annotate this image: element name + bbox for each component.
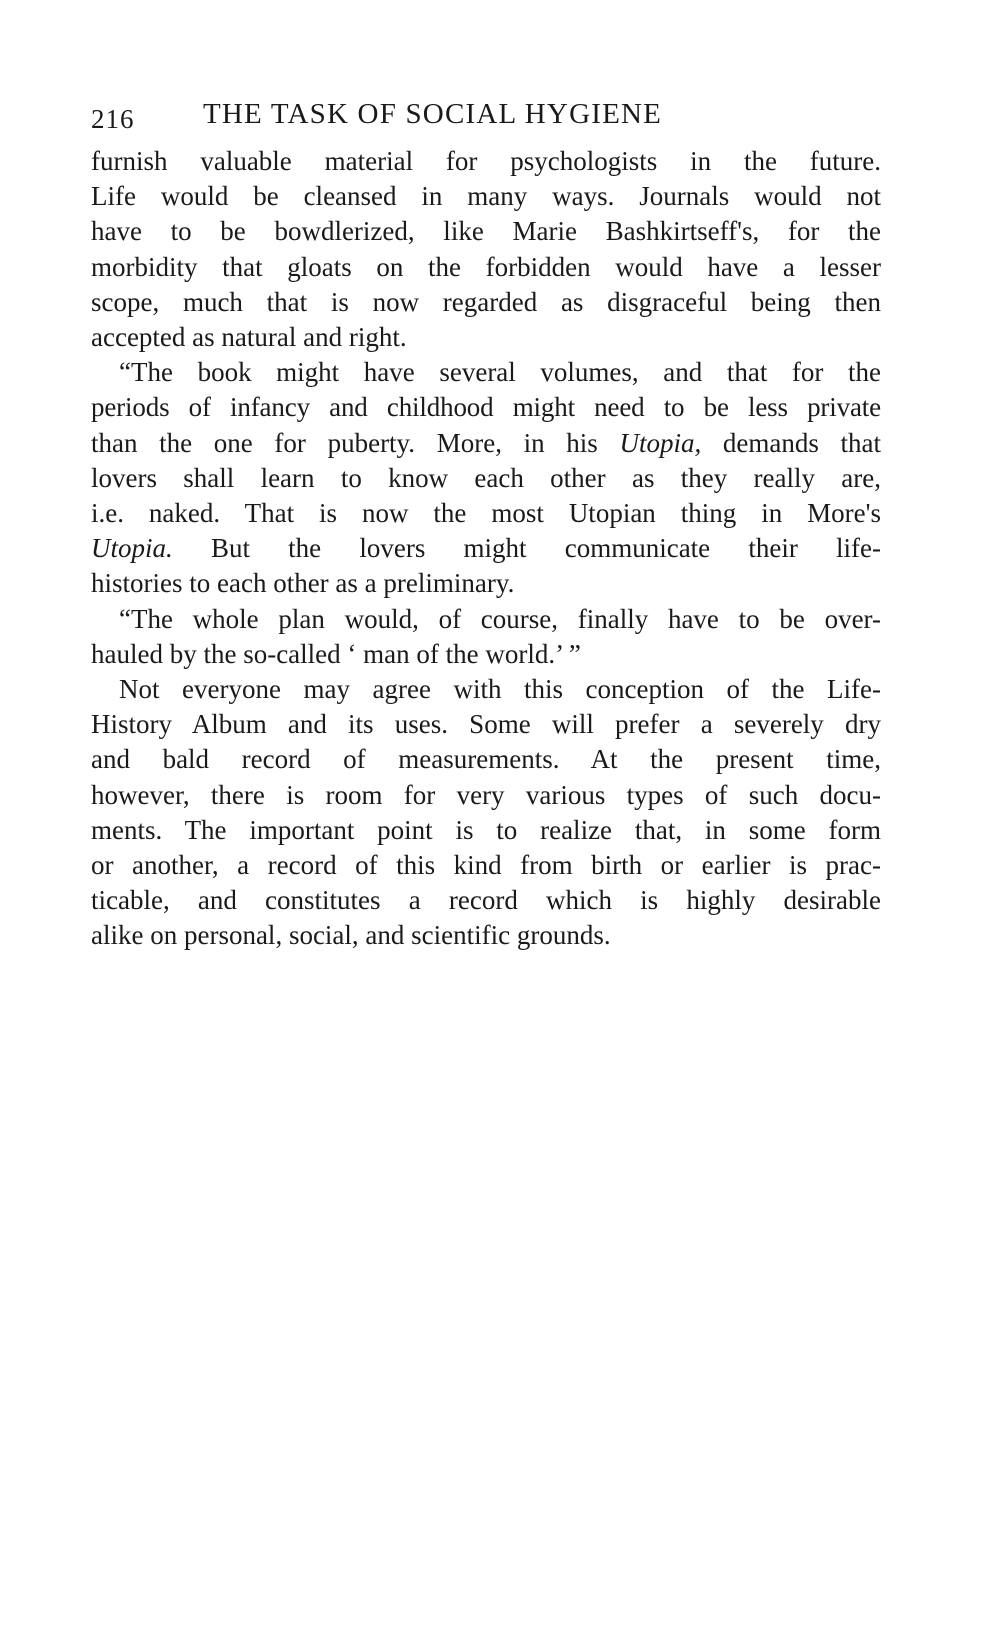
text-line: [91, 531, 881, 566]
paragraph-3: [91, 602, 881, 672]
text-line: hauled by the so-called ‘ man of the world.’ ”: [91, 638, 581, 669]
text-segment: But the lovers might communicate their life-: [172, 533, 881, 564]
text-line: [91, 426, 881, 461]
text-line: alike on personal, social, and scientific grounds.: [91, 920, 611, 951]
running-title: THE TASK OF SOCIAL HYGIENE: [203, 98, 663, 130]
text-line: ments. The important point is to realize that, in some form: [91, 814, 881, 845]
text-line: Life would be cleansed in many ways. Journals would not: [91, 181, 881, 212]
book-title-italic: Utopia,: [619, 427, 702, 458]
text-line: lovers shall learn to know each other as they really are,: [91, 462, 881, 493]
paragraph-2: [91, 355, 881, 601]
text-line: or another, a record of this kind from birth or earlier is prac-: [91, 850, 881, 881]
text-line: periods of infancy and childhood might need to be less private: [91, 392, 881, 423]
text-line: however, there is room for very various types of such docu-: [91, 779, 881, 810]
text-line: accepted as natural and right.: [91, 322, 407, 353]
paragraph-1: [91, 144, 881, 355]
running-header: [91, 98, 881, 144]
text-line: histories to each other as a preliminary.: [91, 568, 515, 599]
page-number: 216: [91, 104, 135, 134]
body-text: [91, 144, 881, 954]
paragraph-4: [91, 672, 881, 954]
text-line: morbidity that gloats on the forbidden would have a lesser: [91, 251, 881, 282]
text-line: i.e. naked. That is now the most Utopian thing in More's: [91, 498, 881, 529]
text-line: scope, much that is now regarded as disgraceful being then: [91, 286, 881, 317]
text-line: History Album and its uses. Some will prefer a severely dry: [91, 709, 881, 740]
text-line: have to be bowdlerized, like Marie Bashkirtseff's, for the: [91, 216, 881, 247]
text-line: Not everyone may agree with this conception of the Life-: [119, 674, 881, 705]
text-line: “The book might have several volumes, and that for the: [119, 357, 881, 388]
text-line: furnish valuable material for psychologists in the future.: [91, 146, 881, 176]
text-line: ticable, and constitutes a record which is highly desirable: [91, 885, 881, 916]
text-line: and bald record of measurements. At the present time,: [91, 744, 881, 775]
book-page: [91, 98, 881, 954]
text-segment: demands that: [701, 427, 882, 458]
book-title-italic: Utopia.: [91, 533, 173, 564]
text-line: “The whole plan would, of course, finally have to be over-: [119, 603, 881, 634]
text-segment: than the one for puberty. More, in his: [91, 427, 620, 458]
